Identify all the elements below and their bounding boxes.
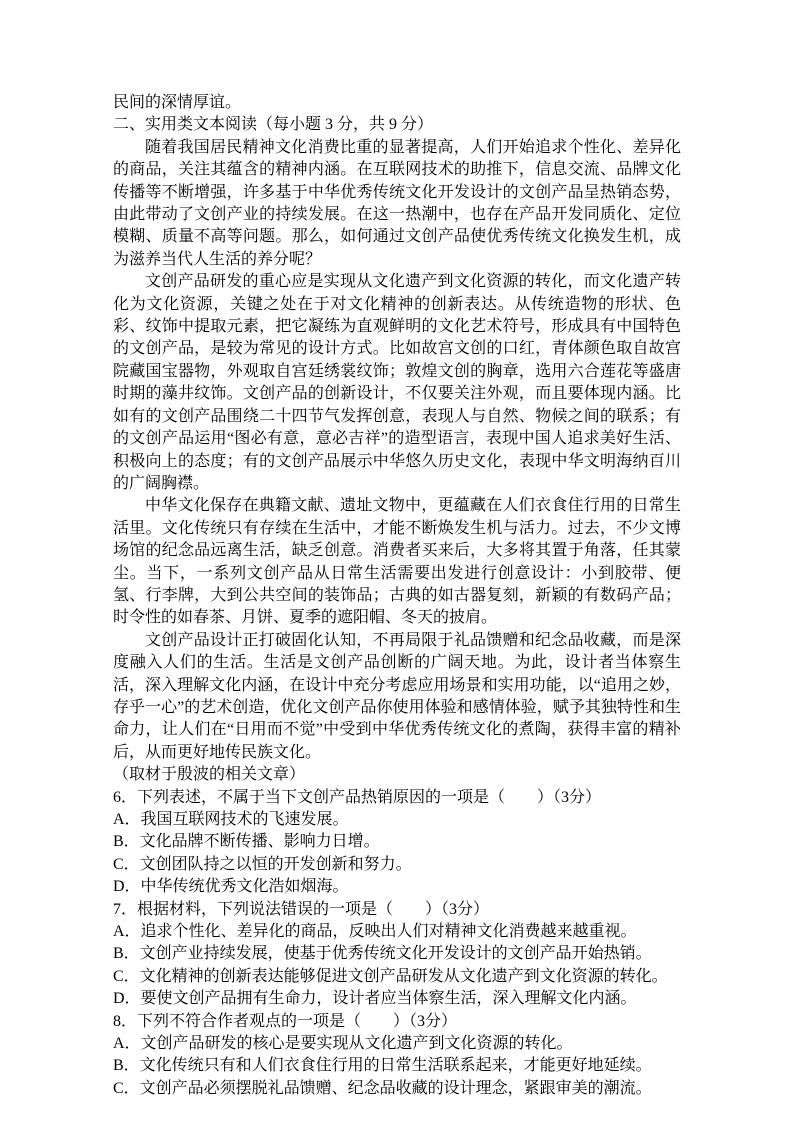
question-8-stem: 8．下列不符合作者观点的一项是（ ）（3分）	[113, 1012, 458, 1030]
question-6-option-b: B．文化品牌不断传播、影响力日增。	[113, 833, 380, 851]
section-heading: 二、实用类文本阅读（每小题 3 分，共 9 分）	[113, 116, 434, 134]
body-paragraph-2: 文创产品研发的重心应是实现从文化遗产到文化资源的转化，而文化遗产转化为文化资源，关键之处在于对文化精神的创新表达。从传统造物的形状、色彩、纹饰中提取元素，把它凝练为直观鲜明的文化艺术符号，形成具有中国特色的文创产品，是较为常见的设计方式。比如故宫文创的口红，青体颜色取自故宫院藏国宝器物，外观取自宫廷绣裳纹饰；敦煌文创的胸章，选用六合莲花等盛唐时期的藻井纹饰。文创产品的创新设计，不仅要关注外观，而且要体现内涵。比如有的文创产品围绕二十四节气发挥创意，表现人与自然、物候之间的联系；有的文创产品运用“图必有意，意必吉祥”的造型语言，表现中国人追求美好生活、积极向上的态度；有的文创产品展示中华悠久历史文化，表现中华文明海纳百川的广阔胸襟。	[113, 273, 681, 492]
question-8-option-a: A．文创产品研发的核心是要实现从文化遗产到文化资源的转化。	[113, 1035, 573, 1053]
paragraph-continuation: 民间的深情厚谊。	[113, 94, 242, 111]
question-6-option-d: D．中华传统优秀文化浩如烟海。	[113, 878, 349, 896]
body-paragraph-3: 中华文化保存在典籍文献、遗址文物中，更蕴藏在人们衣食住行用的日常生活里。文化传统只有存续在生活中，才能不断焕发生机与活力。过去，不少文博场馆的纪念品远离生活，缺乏创意。消费者买来后，大多将其置于角落，任其蒙尘。当下，一系列文创产品从日常生活需要出发进行创意设计：小到胶带、便氢、行李牌，大到公共空间的装饰品；古典的如古器复刻，新颖的有数码产品；时令性的如春茶、月饼、夏季的遮阳帽、冬天的披肩。	[113, 497, 681, 627]
question-7-option-c: C．文化精神的创新表达能够促进文创产品研发从文化遗产到文化资源的转化。	[113, 967, 668, 985]
body-paragraph-4: 文创产品设计正打破固化认知，不再局限于礼品馈赠和纪念品收藏，而是深度融入人们的生活。生活是文创产品创断的广阔天地。为此，设计者当体察生活，深入理解文化内涵，在设计中充分考虑应用场景和实用功能，以“追用之妙，存乎一心”的艺术创造，优化文创产品你使用体验和感情体验，赋予其独特性和生命力，让人们在“日用而不觉”中受到中华优秀传统文化的煮陶，获得丰富的精补后，从而更好地传民族文化。	[113, 631, 681, 761]
question-8	[113, 1011, 681, 1101]
question-7-stem: 7．根据材料，下列说法错误的一项是（ ）（3分）	[113, 900, 490, 918]
question-6-option-a: A．我国互联网技术的飞速发展。	[113, 811, 349, 828]
question-7	[113, 899, 681, 1011]
question-7-option-a: A．追求个性化、差异化的商品，反映出人们对精神文化消费越来越重视。	[113, 923, 637, 941]
question-7-option-b: B．文创产业持续发展，使基于优秀传统文化开发设计的文创产品开始热销。	[113, 945, 652, 963]
source-attribution: （取材于殷波的相关文章）	[113, 766, 306, 784]
question-7-option-d: D．要使文创产品拥有生命力，设计者应当体察生活，深入理解文化内涵。	[113, 990, 637, 1008]
question-8-option-c: C．文创产品必须摆脱礼品馈赠、纪念品收藏的设计理念，紧跟审美的潮流。	[113, 1079, 652, 1097]
question-8-option-b: B．文化传统只有和人们衣食住行用的日常生活联系起来，才能更好地延续。	[113, 1057, 652, 1075]
question-6	[113, 787, 681, 899]
question-6-stem: 6．下列表述，不属于当下文创产品热销原因的一项是（ ）（3分）	[113, 788, 602, 806]
body-paragraph-1: 随着我国居民精神文化消费比重的显著提高，人们开始追求个性化、差异化的商品，关注其蕴含的精神内涵。在互联网技术的助推下，信息交流、品牌文化传播等不断增强，许多基于中华优秀传统文化开发设计的文创产品呈热销态势，由此带动了文创产业的持续发展。在这一热潮中，也存在产品开发同质化、定位模糊、质量不高等问题。那么，如何通过文创产品使优秀传统文化换发生机，成为滋养当代人生活的养分呢？	[113, 138, 681, 268]
question-6-option-c: C．文创团队持之以恒的开发创新和努力。	[113, 855, 412, 873]
